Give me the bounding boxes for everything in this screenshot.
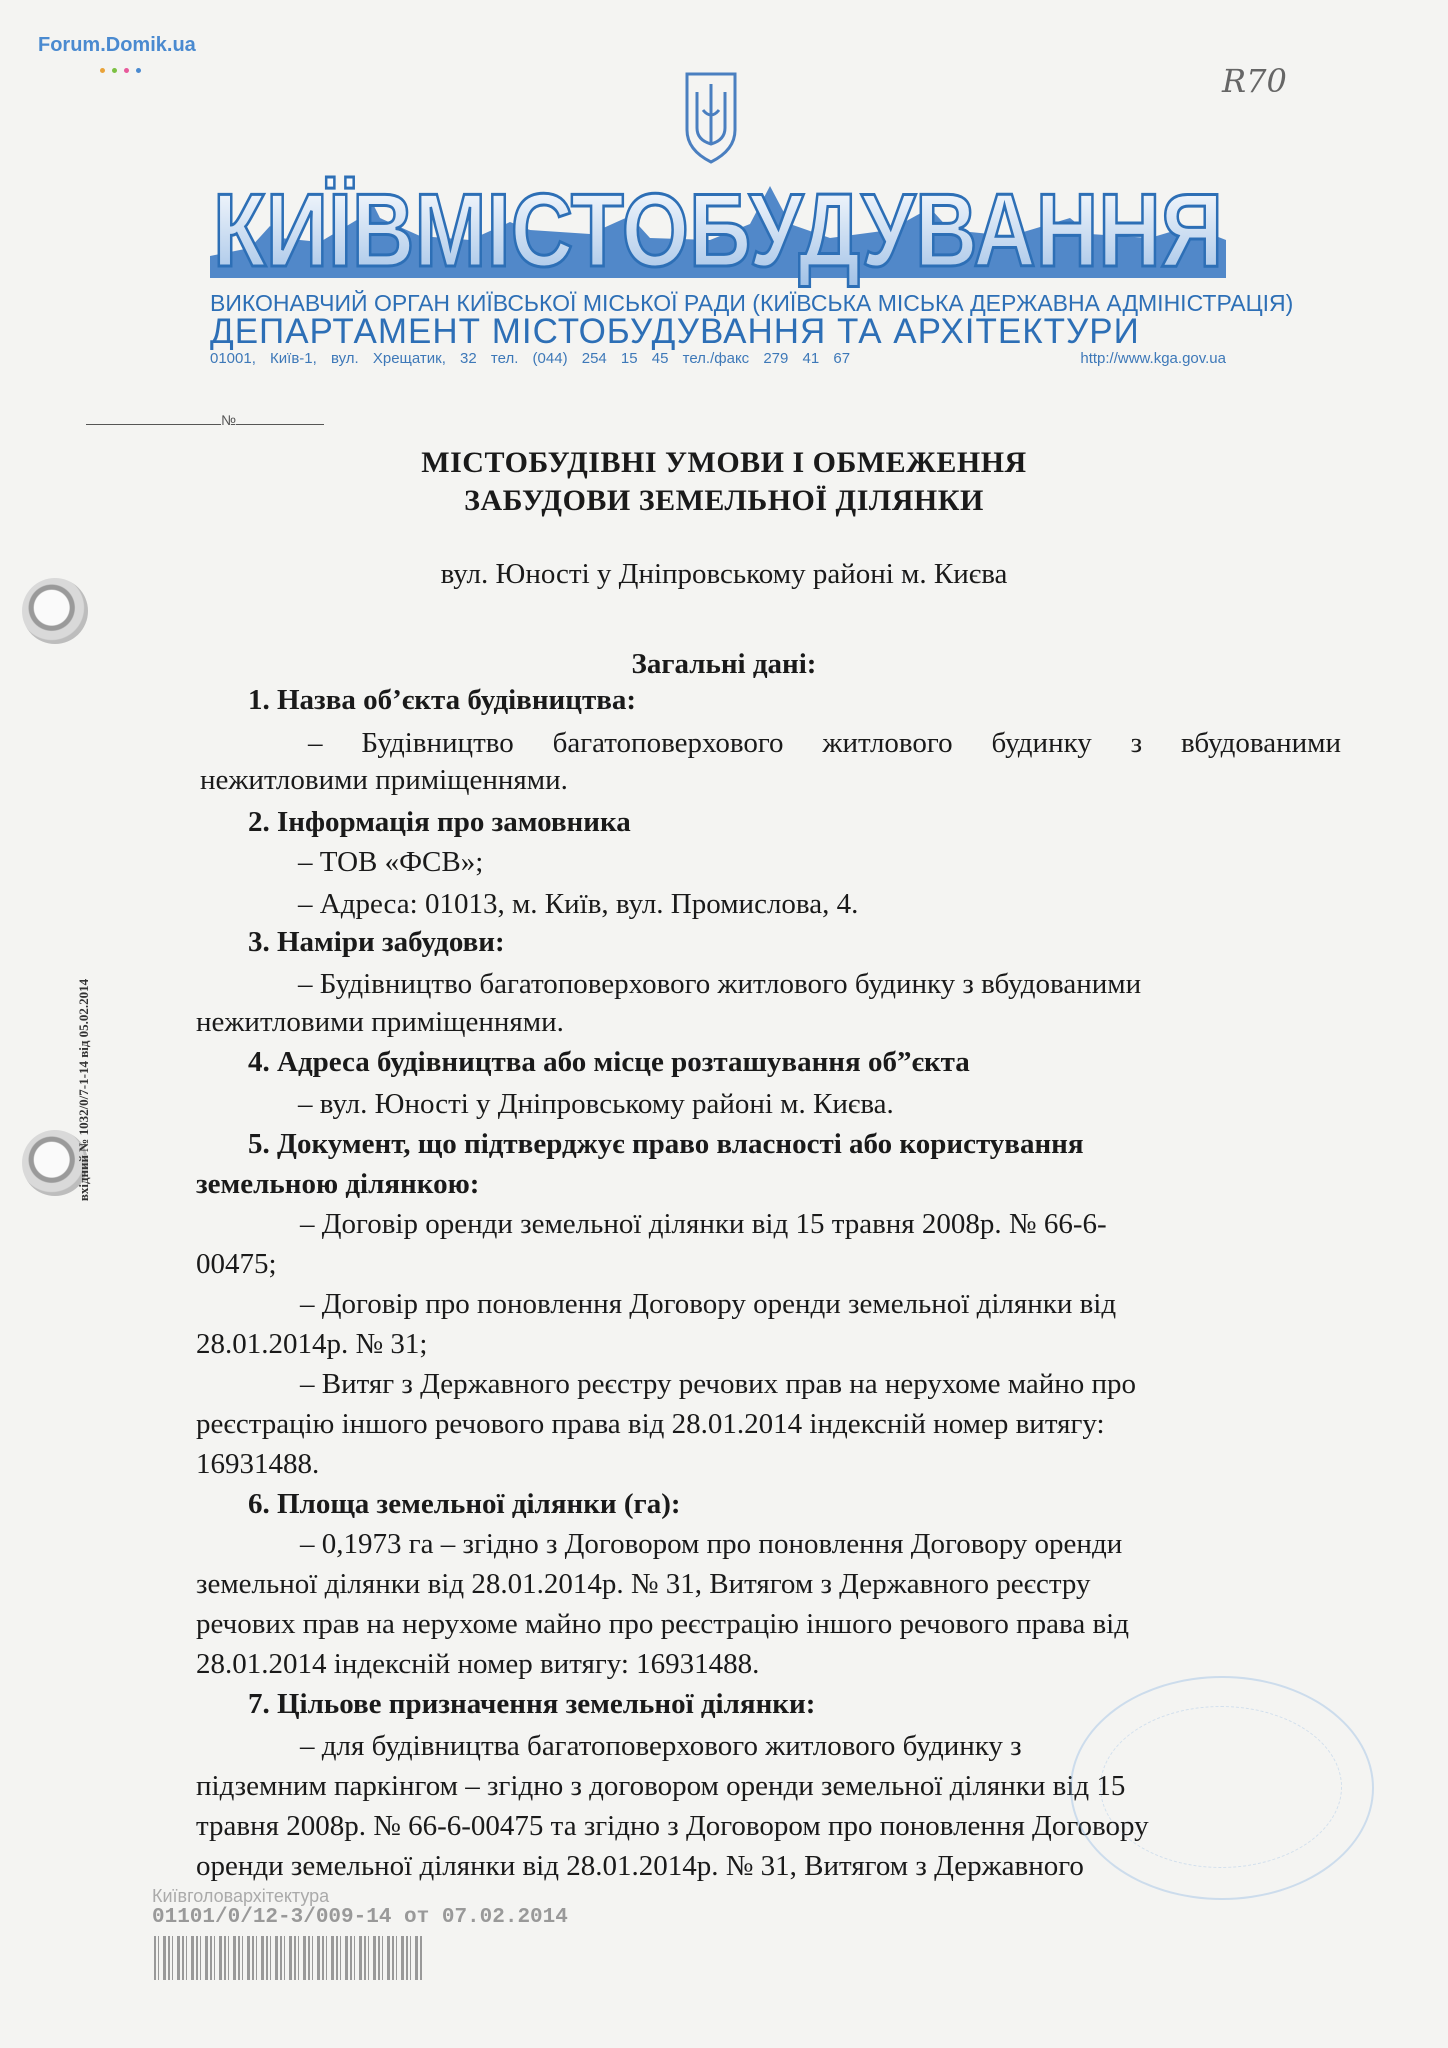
section-2-text-2: – Адреса: 01013, м. Київ, вул. Промислова, 4. [298, 888, 859, 920]
section-3-text-2: нежитловими приміщеннями. [196, 1006, 564, 1038]
section-1-text-2: нежитловими приміщеннями. [200, 764, 568, 796]
coat-of-arms-icon [683, 70, 739, 171]
organization-name: КИЇВМІСТОБУДУВАННЯ [213, 173, 1223, 289]
organization-logo [210, 173, 1226, 289]
section-7-text-2: підземним паркінгом – згідно з договором оренди земельної ділянки від 15 [196, 1770, 1126, 1802]
binder-hole-top [22, 578, 88, 644]
forum-watermark: Forum.Domik.ua [38, 34, 196, 56]
section-5-heading-1: 5. Документ, що підтверджує право власності або користування [248, 1128, 1084, 1160]
section-6-text-1: – 0,1973 га – згідно з Договором про поновлення Договору оренди [300, 1528, 1123, 1560]
handwritten-note: R70 [1222, 62, 1287, 100]
barcode [154, 1936, 424, 1980]
registration-number-field [86, 412, 324, 428]
section-2-text-1: – ТОВ «ФСВ»; [298, 846, 484, 878]
site-address: вул. Юності у Дніпровському районі м. Києва [440, 558, 1008, 590]
office-stamp-org: Київголовархітектура [152, 1886, 330, 1906]
section-7-text-3: травня 2008р. № 66-6-00475 та згідно з Договором про поновлення Договору [196, 1810, 1149, 1842]
section-5-item-c-3: 16931488. [196, 1448, 320, 1480]
document-title-line-1: МІСТОБУДІВНІ УМОВИ І ОБМЕЖЕННЯ [421, 446, 1027, 479]
section-5-item-c-2: реєстрацію іншого речового права від 28.01.2014 індексній номер витягу: [196, 1408, 1105, 1440]
section-5-heading-2: земельною ділянкою: [196, 1168, 480, 1200]
section-7-text-1: – для будівництва багатоповерхового житлового будинку з [300, 1730, 1022, 1762]
section-1-heading: 1. Назва об’єкта будівництва: [248, 684, 637, 716]
contacts-line [210, 350, 1226, 367]
general-data-heading: Загальні дані: [631, 648, 817, 680]
section-7-text-4: оренди земельної ділянки від 28.01.2014р. № 31, Витягом з Державного [196, 1850, 1084, 1882]
section-5-item-b-2: 28.01.2014р. № 31; [196, 1328, 428, 1360]
section-6-heading: 6. Площа земельної ділянки (га): [248, 1488, 681, 1520]
section-4-text-1: – вул. Юності у Дніпровському районі м. Києва. [298, 1088, 894, 1120]
section-6-text-2: земельної ділянки від 28.01.2014р. № 31, Витягом з Державного реєстру [196, 1568, 1091, 1600]
section-5-item-a-1: – Договір оренди земельної ділянки від 15 травня 2008р. № 66-6- [300, 1208, 1107, 1240]
section-5-item-c-1: – Витяг з Державного реєстру речових прав на нерухоме майно про [300, 1368, 1137, 1400]
section-6-text-3: речових прав на нерухоме майно про реєстрацію іншого речового права від [196, 1608, 1129, 1640]
department-name: ДЕПАРТАМЕНТ МІСТОБУДУВАННЯ ТА АРХІТЕКТУРИ [210, 312, 1140, 351]
section-5-item-a-2: 00475; [196, 1248, 277, 1280]
registration-date-blank [86, 424, 221, 425]
section-1-text-1: – Будівництво багатоповерхового житлового будинку з вбудованими [308, 727, 1341, 759]
section-4-heading: 4. Адреса будівництва або місце розташування об”єкта [248, 1046, 970, 1078]
website-link: http://www.kga.gov.ua [1080, 350, 1226, 367]
section-5-item-b-1: – Договір про поновлення Договору оренди земельної ділянки від [300, 1288, 1117, 1320]
registration-number-blank [236, 424, 324, 425]
office-stamp-number: 01101/0/12-3/009-14 от 07.02.2014 [152, 1906, 568, 1929]
executive-body-line: ВИКОНАВЧИЙ ОРГАН КИЇВСЬКОЇ МІСЬКОЇ РАДИ (КИЇВСЬКА МІСЬКА ДЕРЖАВНА АДМІНІСТРАЦІЯ) [210, 290, 1294, 316]
section-3-heading: 3. Наміри забудови: [248, 926, 505, 958]
section-7-heading: 7. Цільове призначення земельної ділянки: [248, 1688, 816, 1720]
section-3-text-1: – Будівництво багатоповерхового житлового будинку з вбудованими [298, 968, 1142, 1000]
watermark-dots [100, 60, 148, 78]
blue-seal-inner-ring [1100, 1706, 1342, 1868]
number-sign: № [221, 412, 237, 428]
document-title-line-2: ЗАБУДОВИ ЗЕМЕЛЬНОЇ ДІЛЯНКИ [464, 484, 984, 517]
incoming-registration-stamp: вхідний № 1032/0/7-1-14 від 05.02.2014 [76, 978, 91, 1202]
contacts-text: 01001, Київ-1, вул. Хрещатик, 32 тел. (044) 254 15 45 тел./факс 279 41 67 [210, 350, 851, 367]
section-6-text-4: 28.01.2014 індексній номер витягу: 16931488. [196, 1648, 760, 1680]
section-2-heading: 2. Інформація про замовника [248, 806, 631, 838]
